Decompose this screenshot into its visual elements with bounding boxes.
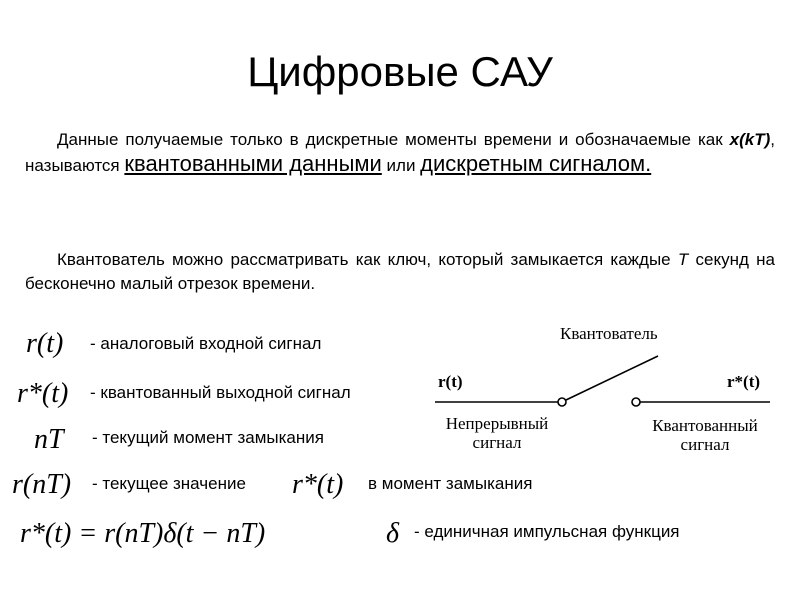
paragraph1-text-b: , называются (25, 130, 775, 175)
definition-current-value: - текущее значение (92, 474, 246, 493)
definition-at-closing-moment: в момент замыкания (368, 474, 533, 493)
symbol-delta: δ (386, 518, 400, 549)
quantizer-title: Квантователь (560, 324, 658, 343)
continuous-signal-caption (432, 414, 562, 452)
definition-unit-impulse: - единичная импульсная функция (414, 522, 680, 541)
definition-closing-moment: - текущий момент замыкания (92, 428, 324, 447)
quantized-caption-line1: Квантованный (652, 416, 758, 435)
continuous-caption-line1: Непрерывный (445, 414, 549, 433)
symbol-r-nT: r(nT) (12, 469, 72, 500)
paragraph-quantizer (25, 248, 775, 296)
continuous-caption-line2: сигнал (472, 433, 522, 452)
symbol-r-t: r(t) (26, 328, 64, 359)
paragraph2-text-b: секунд на бесконечно малый отрезок времени. (25, 250, 775, 293)
paragraph1-variable: x(kT) (729, 130, 771, 149)
definition-quantized-output: - квантованный выходной сигнал (90, 383, 351, 402)
paragraph-quantized-data (25, 128, 775, 178)
term-quantized-data: квантованными данными (124, 151, 382, 176)
switch-contact-left (558, 398, 566, 406)
quantized-caption-line2: сигнал (680, 435, 730, 454)
symbol-r-star-t: r*(t) (17, 378, 69, 409)
symbol-nT: nT (34, 424, 64, 455)
paragraph2-text-a: Квантователь можно рассматривать как ключ, который замыкается каждые (57, 250, 678, 269)
paragraph1-text-a: Данные получаемые только в дискретные моменты времени и обозначаемые как (57, 130, 730, 149)
switch-contact-right (632, 398, 640, 406)
impulse-formula: r*(t) = r(nT)δ(t − nT) (20, 518, 266, 549)
paragraph2-variable: T (677, 250, 689, 269)
symbol-r-star-t-inline: r*(t) (292, 469, 344, 500)
page-title: Цифровые САУ (247, 48, 553, 95)
definition-analog-input: - аналоговый входной сигнал (90, 334, 322, 353)
input-signal-label: r(t) (438, 372, 463, 391)
term-discrete-signal: дискретным сигналом. (420, 151, 652, 176)
quantizer-diagram (420, 312, 790, 462)
output-signal-label: r*(t) (727, 372, 761, 391)
paragraph1-text-c: или (381, 156, 421, 175)
switch-blade (566, 356, 658, 400)
quantized-signal-caption (640, 416, 770, 454)
